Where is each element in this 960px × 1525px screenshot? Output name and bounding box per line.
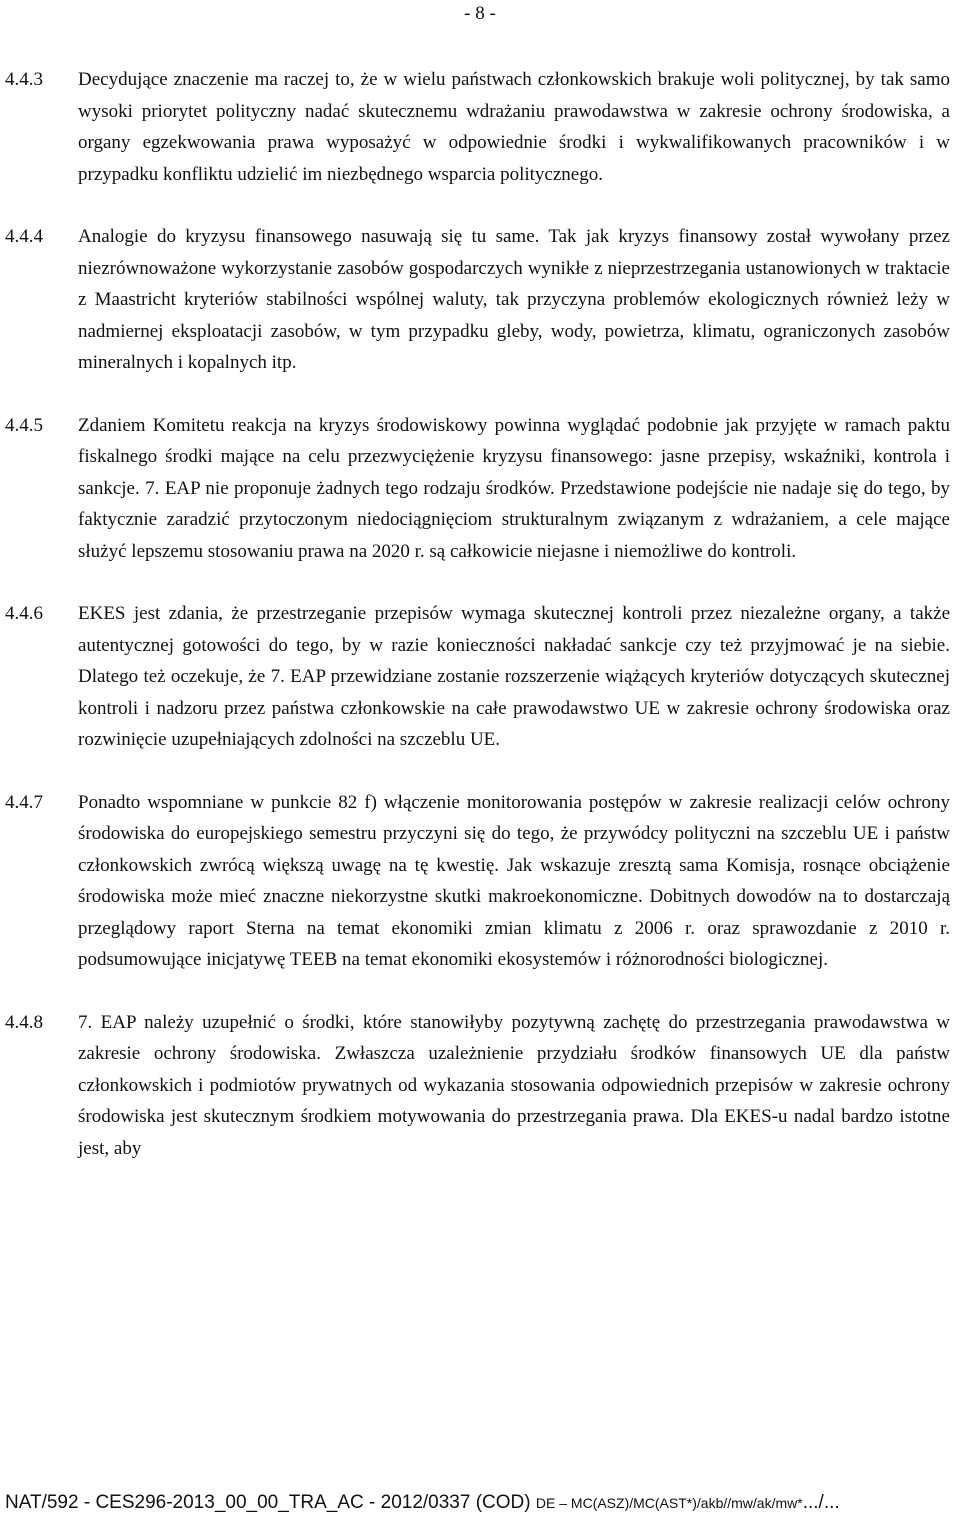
paragraph-text: Zdaniem Komitetu reakcja na kryzys środowiskowy powinna wyglądać podobnie jak przyjęte w ramach paktu fiskalnego środki mające na celu przezwyciężenie kryzysu finansowego: jasne przepisy, wskaźniki, kontrola i sankcje. 7. EAP nie proponuje żadnych tego rodzaju środków. Przedstawione podejście nie nadaje się do tego, by faktycznie zaradzić przytoczonym niedociągnięciom strukturalnym związanym z wdrażaniem, a cele mające służyć lepszemu stosowaniu prawa na 2020 r. są całkowicie niejasne i niemożliwe do kontroli. (78, 414, 950, 562)
paragraph-number: 4.4.4 (5, 226, 43, 247)
paragraph-number: 4.4.8 (5, 1011, 43, 1033)
footer-reference: NAT/592 - CES296-2013_00_00_TRA_AC - 2012/0337 (COD) (5, 1492, 536, 1513)
paragraph-number: 4.4.6 (5, 603, 43, 624)
page-number: - 8 - (464, 3, 496, 24)
paragraph-4-4-6 (5, 598, 950, 756)
paragraph-number: 4.4.3 (5, 69, 43, 90)
paragraph-text: 7. EAP należy uzupełnić o środki, które stanowiłyby pozytywną zachętę do przestrzegania prawodawstwa w zakresie ochrony środowiska. Zwłaszcza uzależnienie przydziału środków finansowych UE dla państw członkowskich i podmiotów prywatnych od wykazania stosowania odpowiednich przepisów w zakresie ochrony środowiska jest skutecznym środkiem motywowania do przestrzegania prawa. Dla EKES-u nadal bardzo istotne jest, aby (78, 1011, 950, 1159)
paragraph-text: Analogie do kryzysu finansowego nasuwają się tu same. Tak jak kryzys finansowy został wywołany przez niezrównoważone wykorzystanie zasobów gospodarczych wynikłe z nieprzestrzegania ustanowionych w traktacie z Maastricht kryteriów stabilności wspólnej waluty, tak przyczyna problemów ekologicznych również leży w nadmiernej eksploatacji zasobów, w tym przypadku gleby, wody, powietrza, klimatu, ograniczonych zasobów mineralnych i kopalnych itp. (78, 226, 950, 373)
document-body (5, 64, 950, 1195)
paragraph-4-4-3 (5, 64, 950, 190)
paragraph-number: 4.4.5 (5, 414, 43, 436)
paragraph-number: 4.4.7 (5, 791, 43, 813)
paragraph-text: EKES jest zdania, że przestrzeganie przepisów wymaga skutecznej kontroli przez niezależne organy, a także autentycznej gotowości do tego, by w razie konieczności nakładać sankcje czy też przyjmować je na siebie. Dlatego też oczekuje, że 7. EAP przewidziane zostanie rozszerzenie wiążących kryteriów dotyczących skutecznej kontroli i nadzoru przez państwa członkowskie na całe prawodawstwo UE w zakresie ochrony środowiska oraz rozwinięcie uzupełniających zdolności na szczeblu UE. (78, 603, 950, 750)
document-footer (5, 1488, 840, 1518)
footer-reference-codes: DE – MC(ASZ)/MC(AST*)/akb//mw/ak/mw* (535, 1495, 803, 1511)
paragraph-4-4-5 (5, 410, 950, 568)
paragraph-text: Decydujące znaczenie ma raczej to, że w wielu państwach członkowskich brakuje woli politycznej, by tak samo wysoki priorytet polityczny nadać skutecznemu wdrażaniu prawodawstwa w zakresie ochrony środowiska, a organy egzekwowania prawa wyposażyć w odpowiednie środki i wykwalifikowanych pracowników i w przypadku konfliktu udzielić im niezbędnego wsparcia politycznego. (78, 69, 950, 185)
paragraph-4-4-7 (5, 787, 950, 976)
footer-continuation: .../... (802, 1492, 840, 1513)
paragraph-4-4-8 (5, 1007, 950, 1165)
paragraph-4-4-4 (5, 221, 950, 379)
paragraph-text: Ponadto wspomniane w punkcie 82 f) włączenie monitorowania postępów w zakresie realizacji celów ochrony środowiska do europejskiego semestru przyczyni się do tego, że przywódcy polityczni na szczeblu UE i państw członkowskich zwrócą większą uwagę na tę kwestię. Jak wskazuje zresztą sama Komisja, rosnące obciążenie środowiska może mieć znaczne niekorzystne skutki makroekonomiczne. Dobitnych dowodów na to dostarczają przeglądowy raport Sterna na temat ekonomiki zmian klimatu z 2006 r. oraz sprawozdanie z 2010 r. podsumowujące inicjatywę TEEB na temat ekonomiki ekosystemów i różnorodności biologicznej. (78, 791, 950, 970)
